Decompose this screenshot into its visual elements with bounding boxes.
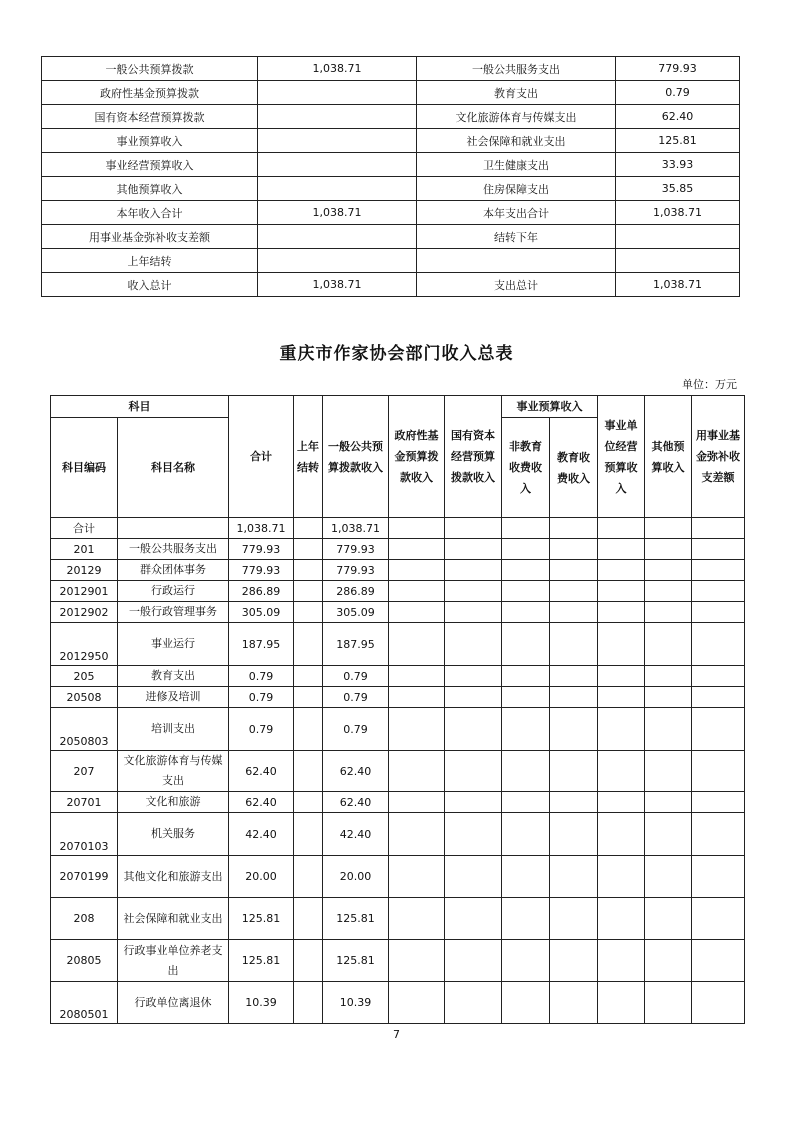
empty-cell bbox=[389, 539, 445, 560]
empty-cell bbox=[445, 623, 502, 666]
page-title: 重庆市作家协会部门收入总表 bbox=[279, 344, 514, 364]
general-budget-amount: 0.79 bbox=[323, 687, 389, 708]
subject-name: 培训支出 bbox=[118, 708, 229, 751]
subject-name: 教育支出 bbox=[118, 666, 229, 687]
empty-cell bbox=[692, 813, 745, 856]
empty-cell bbox=[445, 940, 502, 982]
empty-cell bbox=[645, 751, 692, 792]
income-amount bbox=[258, 81, 417, 105]
income-table bbox=[50, 395, 745, 1024]
total-amount: 20.00 bbox=[229, 856, 294, 898]
expense-amount: 33.93 bbox=[616, 153, 740, 177]
table-row bbox=[51, 708, 745, 751]
empty-cell bbox=[645, 623, 692, 666]
empty-cell bbox=[598, 982, 645, 1024]
subject-code: 20701 bbox=[51, 792, 118, 813]
empty-cell bbox=[502, 560, 550, 581]
carryover-amount bbox=[294, 792, 323, 813]
total-amount: 779.93 bbox=[229, 539, 294, 560]
income-item: 收入总计 bbox=[42, 273, 258, 297]
empty-cell bbox=[645, 539, 692, 560]
header-name: 科目名称 bbox=[118, 418, 229, 518]
empty-cell bbox=[645, 982, 692, 1024]
empty-cell bbox=[692, 581, 745, 602]
expense-item bbox=[417, 249, 616, 273]
empty-cell bbox=[445, 898, 502, 940]
empty-cell bbox=[598, 560, 645, 581]
empty-cell bbox=[550, 898, 598, 940]
income-amount: 1,038.71 bbox=[258, 57, 417, 81]
table-row bbox=[51, 751, 745, 792]
empty-cell bbox=[550, 792, 598, 813]
empty-cell bbox=[445, 581, 502, 602]
total-amount: 0.79 bbox=[229, 666, 294, 687]
empty-cell bbox=[598, 751, 645, 792]
empty-cell bbox=[502, 539, 550, 560]
empty-cell bbox=[502, 666, 550, 687]
carryover-amount bbox=[294, 751, 323, 792]
empty-cell bbox=[692, 898, 745, 940]
empty-cell bbox=[692, 623, 745, 666]
table-row bbox=[51, 856, 745, 898]
subject-code: 201 bbox=[51, 539, 118, 560]
empty-cell bbox=[550, 687, 598, 708]
income-item: 政府性基金预算拨款 bbox=[42, 81, 258, 105]
empty-cell bbox=[550, 751, 598, 792]
expense-amount bbox=[616, 249, 740, 273]
empty-cell bbox=[692, 518, 745, 539]
empty-cell bbox=[598, 539, 645, 560]
expense-item: 卫生健康支出 bbox=[417, 153, 616, 177]
empty-cell bbox=[550, 982, 598, 1024]
table-row bbox=[51, 940, 745, 982]
empty-cell bbox=[598, 856, 645, 898]
expense-amount: 35.85 bbox=[616, 177, 740, 201]
table-row bbox=[51, 602, 745, 623]
income-item: 本年收入合计 bbox=[42, 201, 258, 225]
expense-item: 结转下年 bbox=[417, 225, 616, 249]
empty-cell bbox=[692, 982, 745, 1024]
summary-table bbox=[41, 56, 740, 297]
empty-cell bbox=[645, 560, 692, 581]
subject-name: 群众团体事务 bbox=[118, 560, 229, 581]
empty-cell bbox=[645, 940, 692, 982]
total-amount: 779.93 bbox=[229, 560, 294, 581]
subject-name: 其他文化和旅游支出 bbox=[118, 856, 229, 898]
empty-cell bbox=[445, 856, 502, 898]
empty-cell bbox=[445, 602, 502, 623]
empty-cell bbox=[445, 687, 502, 708]
subject-name: 一般公共服务支出 bbox=[118, 539, 229, 560]
empty-cell bbox=[502, 687, 550, 708]
empty-cell bbox=[692, 687, 745, 708]
empty-cell bbox=[692, 708, 745, 751]
income-item: 事业预算收入 bbox=[42, 129, 258, 153]
empty-cell bbox=[445, 708, 502, 751]
expense-item: 本年支出合计 bbox=[417, 201, 616, 225]
income-amount bbox=[258, 105, 417, 129]
subject-name: 进修及培训 bbox=[118, 687, 229, 708]
subject-name: 事业运行 bbox=[118, 623, 229, 666]
carryover-amount bbox=[294, 666, 323, 687]
header-subject: 科目 bbox=[51, 396, 229, 418]
empty-cell bbox=[389, 623, 445, 666]
expense-item: 住房保障支出 bbox=[417, 177, 616, 201]
empty-cell bbox=[389, 687, 445, 708]
empty-cell bbox=[692, 602, 745, 623]
carryover-amount bbox=[294, 623, 323, 666]
empty-cell bbox=[598, 666, 645, 687]
income-amount bbox=[258, 225, 417, 249]
total-amount: 305.09 bbox=[229, 602, 294, 623]
empty-cell bbox=[389, 708, 445, 751]
empty-cell bbox=[692, 751, 745, 792]
empty-cell bbox=[645, 581, 692, 602]
empty-cell bbox=[445, 560, 502, 581]
unit-label: 单位：万元 bbox=[682, 378, 737, 391]
total-amount: 62.40 bbox=[229, 751, 294, 792]
total-amount: 0.79 bbox=[229, 708, 294, 751]
empty-cell bbox=[389, 518, 445, 539]
subject-code: 2050803 bbox=[51, 708, 118, 751]
income-item: 其他预算收入 bbox=[42, 177, 258, 201]
income-amount bbox=[258, 249, 417, 273]
total-amount: 187.95 bbox=[229, 623, 294, 666]
empty-cell bbox=[598, 792, 645, 813]
header-other-budget: 其他预算收入 bbox=[645, 396, 692, 518]
empty-cell bbox=[598, 687, 645, 708]
empty-cell bbox=[645, 856, 692, 898]
total-amount: 286.89 bbox=[229, 581, 294, 602]
carryover-amount bbox=[294, 708, 323, 751]
table-row bbox=[51, 666, 745, 687]
general-budget-amount: 286.89 bbox=[323, 581, 389, 602]
expense-item: 一般公共服务支出 bbox=[417, 57, 616, 81]
table-row bbox=[51, 581, 745, 602]
expense-item: 社会保障和就业支出 bbox=[417, 129, 616, 153]
subject-name: 行政运行 bbox=[118, 581, 229, 602]
empty-cell bbox=[389, 602, 445, 623]
empty-cell bbox=[502, 813, 550, 856]
subject-code: 205 bbox=[51, 666, 118, 687]
summary-row bbox=[42, 273, 740, 297]
expense-item: 支出总计 bbox=[417, 273, 616, 297]
empty-cell bbox=[502, 708, 550, 751]
subject-code: 2070103 bbox=[51, 813, 118, 856]
empty-cell bbox=[645, 708, 692, 751]
income-item: 用事业基金弥补收支差额 bbox=[42, 225, 258, 249]
empty-cell bbox=[692, 666, 745, 687]
carryover-amount bbox=[294, 898, 323, 940]
total-amount: 1,038.71 bbox=[229, 518, 294, 539]
empty-cell bbox=[645, 687, 692, 708]
general-budget-amount: 779.93 bbox=[323, 539, 389, 560]
subject-code: 2012902 bbox=[51, 602, 118, 623]
general-budget-amount: 125.81 bbox=[323, 898, 389, 940]
total-amount: 125.81 bbox=[229, 940, 294, 982]
empty-cell bbox=[389, 792, 445, 813]
empty-cell bbox=[502, 792, 550, 813]
subject-code: 20129 bbox=[51, 560, 118, 581]
income-amount: 1,038.71 bbox=[258, 201, 417, 225]
general-budget-amount: 125.81 bbox=[323, 940, 389, 982]
carryover-amount bbox=[294, 982, 323, 1024]
expense-amount: 779.93 bbox=[616, 57, 740, 81]
subject-name: 社会保障和就业支出 bbox=[118, 898, 229, 940]
empty-cell bbox=[598, 623, 645, 666]
carryover-amount bbox=[294, 687, 323, 708]
empty-cell bbox=[598, 518, 645, 539]
general-budget-amount: 0.79 bbox=[323, 708, 389, 751]
income-item: 上年结转 bbox=[42, 249, 258, 273]
table-row bbox=[51, 813, 745, 856]
empty-cell bbox=[550, 581, 598, 602]
subject-code: 2070199 bbox=[51, 856, 118, 898]
empty-cell bbox=[550, 940, 598, 982]
general-budget-amount: 187.95 bbox=[323, 623, 389, 666]
subject-name: 文化旅游体育与传媒支出 bbox=[118, 751, 229, 792]
carryover-amount bbox=[294, 602, 323, 623]
expense-amount bbox=[616, 225, 740, 249]
empty-cell bbox=[445, 518, 502, 539]
empty-cell bbox=[389, 813, 445, 856]
empty-cell bbox=[502, 856, 550, 898]
empty-cell bbox=[502, 940, 550, 982]
empty-cell bbox=[550, 602, 598, 623]
empty-cell bbox=[645, 602, 692, 623]
general-budget-amount: 0.79 bbox=[323, 666, 389, 687]
empty-cell bbox=[502, 751, 550, 792]
table-row bbox=[51, 518, 745, 539]
total-amount: 42.40 bbox=[229, 813, 294, 856]
table-row bbox=[51, 539, 745, 560]
empty-cell bbox=[389, 560, 445, 581]
empty-cell bbox=[502, 982, 550, 1024]
empty-cell bbox=[550, 518, 598, 539]
empty-cell bbox=[502, 898, 550, 940]
subject-code: 20508 bbox=[51, 687, 118, 708]
empty-cell bbox=[598, 940, 645, 982]
empty-cell bbox=[645, 898, 692, 940]
header-total: 合计 bbox=[229, 396, 294, 518]
header-business-operation: 事业单位经营预算收入 bbox=[598, 396, 645, 518]
income-amount bbox=[258, 177, 417, 201]
empty-cell bbox=[389, 666, 445, 687]
empty-cell bbox=[645, 792, 692, 813]
expense-amount: 0.79 bbox=[616, 81, 740, 105]
summary-row bbox=[42, 225, 740, 249]
empty-cell bbox=[445, 792, 502, 813]
empty-cell bbox=[645, 813, 692, 856]
expense-amount: 125.81 bbox=[616, 129, 740, 153]
empty-cell bbox=[502, 581, 550, 602]
empty-cell bbox=[598, 602, 645, 623]
summary-row bbox=[42, 129, 740, 153]
expense-amount: 62.40 bbox=[616, 105, 740, 129]
subject-code: 2012950 bbox=[51, 623, 118, 666]
empty-cell bbox=[692, 792, 745, 813]
table-row bbox=[51, 623, 745, 666]
general-budget-amount: 779.93 bbox=[323, 560, 389, 581]
empty-cell bbox=[692, 539, 745, 560]
empty-cell bbox=[550, 623, 598, 666]
empty-cell bbox=[550, 560, 598, 581]
total-amount: 125.81 bbox=[229, 898, 294, 940]
table-row bbox=[51, 687, 745, 708]
total-amount: 10.39 bbox=[229, 982, 294, 1024]
empty-cell bbox=[645, 666, 692, 687]
header-general-budget: 一般公共预算拨款收入 bbox=[323, 396, 389, 518]
subject-name: 机关服务 bbox=[118, 813, 229, 856]
subject-code: 2080501 bbox=[51, 982, 118, 1024]
empty-cell bbox=[445, 666, 502, 687]
expense-item: 文化旅游体育与传媒支出 bbox=[417, 105, 616, 129]
subject-code: 合计 bbox=[51, 518, 118, 539]
summary-row bbox=[42, 57, 740, 81]
income-item: 事业经营预算收入 bbox=[42, 153, 258, 177]
empty-cell bbox=[445, 751, 502, 792]
empty-cell bbox=[598, 898, 645, 940]
empty-cell bbox=[389, 856, 445, 898]
general-budget-amount: 1,038.71 bbox=[323, 518, 389, 539]
summary-row bbox=[42, 81, 740, 105]
general-budget-amount: 10.39 bbox=[323, 982, 389, 1024]
expense-item: 教育支出 bbox=[417, 81, 616, 105]
subject-code: 207 bbox=[51, 751, 118, 792]
empty-cell bbox=[692, 560, 745, 581]
empty-cell bbox=[598, 813, 645, 856]
header-carryover: 上年结转 bbox=[294, 396, 323, 518]
summary-row bbox=[42, 177, 740, 201]
empty-cell bbox=[550, 856, 598, 898]
header-edu-fee: 教育收费收入 bbox=[550, 418, 598, 518]
header-business-budget: 事业预算收入 bbox=[502, 396, 598, 418]
carryover-amount bbox=[294, 856, 323, 898]
income-amount bbox=[258, 153, 417, 177]
summary-row bbox=[42, 201, 740, 225]
summary-row bbox=[42, 153, 740, 177]
general-budget-amount: 62.40 bbox=[323, 751, 389, 792]
subject-code: 20805 bbox=[51, 940, 118, 982]
income-item: 国有资本经营预算拨款 bbox=[42, 105, 258, 129]
empty-cell bbox=[502, 518, 550, 539]
empty-cell bbox=[389, 581, 445, 602]
table-row bbox=[51, 792, 745, 813]
empty-cell bbox=[645, 518, 692, 539]
carryover-amount bbox=[294, 940, 323, 982]
carryover-amount bbox=[294, 539, 323, 560]
header-non-edu-fee: 非教育收费收入 bbox=[502, 418, 550, 518]
header-fund-supplement: 用事业基金弥补收支差额 bbox=[692, 396, 745, 518]
general-budget-amount: 305.09 bbox=[323, 602, 389, 623]
total-amount: 62.40 bbox=[229, 792, 294, 813]
subject-name bbox=[118, 518, 229, 539]
empty-cell bbox=[445, 813, 502, 856]
subject-name: 一般行政管理事务 bbox=[118, 602, 229, 623]
expense-amount: 1,038.71 bbox=[616, 201, 740, 225]
empty-cell bbox=[389, 940, 445, 982]
subject-name: 文化和旅游 bbox=[118, 792, 229, 813]
subject-name: 行政单位离退休 bbox=[118, 982, 229, 1024]
table-row bbox=[51, 982, 745, 1024]
header-code: 科目编码 bbox=[51, 418, 118, 518]
header-gov-fund: 政府性基金预算拨款收入 bbox=[389, 396, 445, 518]
empty-cell bbox=[502, 602, 550, 623]
carryover-amount bbox=[294, 581, 323, 602]
empty-cell bbox=[598, 708, 645, 751]
empty-cell bbox=[445, 539, 502, 560]
income-item: 一般公共预算拨款 bbox=[42, 57, 258, 81]
empty-cell bbox=[502, 623, 550, 666]
total-amount: 0.79 bbox=[229, 687, 294, 708]
empty-cell bbox=[389, 898, 445, 940]
income-amount bbox=[258, 129, 417, 153]
subject-name: 行政事业单位养老支出 bbox=[118, 940, 229, 982]
summary-row bbox=[42, 249, 740, 273]
carryover-amount bbox=[294, 560, 323, 581]
subject-code: 2012901 bbox=[51, 581, 118, 602]
subject-code: 208 bbox=[51, 898, 118, 940]
summary-row bbox=[42, 105, 740, 129]
expense-amount: 1,038.71 bbox=[616, 273, 740, 297]
empty-cell bbox=[389, 982, 445, 1024]
carryover-amount bbox=[294, 813, 323, 856]
empty-cell bbox=[389, 751, 445, 792]
empty-cell bbox=[445, 982, 502, 1024]
empty-cell bbox=[550, 813, 598, 856]
carryover-amount bbox=[294, 518, 323, 539]
general-budget-amount: 62.40 bbox=[323, 792, 389, 813]
general-budget-amount: 20.00 bbox=[323, 856, 389, 898]
empty-cell bbox=[692, 940, 745, 982]
general-budget-amount: 42.40 bbox=[323, 813, 389, 856]
income-amount: 1,038.71 bbox=[258, 273, 417, 297]
table-row bbox=[51, 898, 745, 940]
empty-cell bbox=[598, 581, 645, 602]
empty-cell bbox=[550, 666, 598, 687]
empty-cell bbox=[692, 856, 745, 898]
header-state-capital: 国有资本经营预算拨款收入 bbox=[445, 396, 502, 518]
table-row bbox=[51, 560, 745, 581]
empty-cell bbox=[550, 708, 598, 751]
page-number: 7 bbox=[393, 1028, 400, 1041]
empty-cell bbox=[550, 539, 598, 560]
